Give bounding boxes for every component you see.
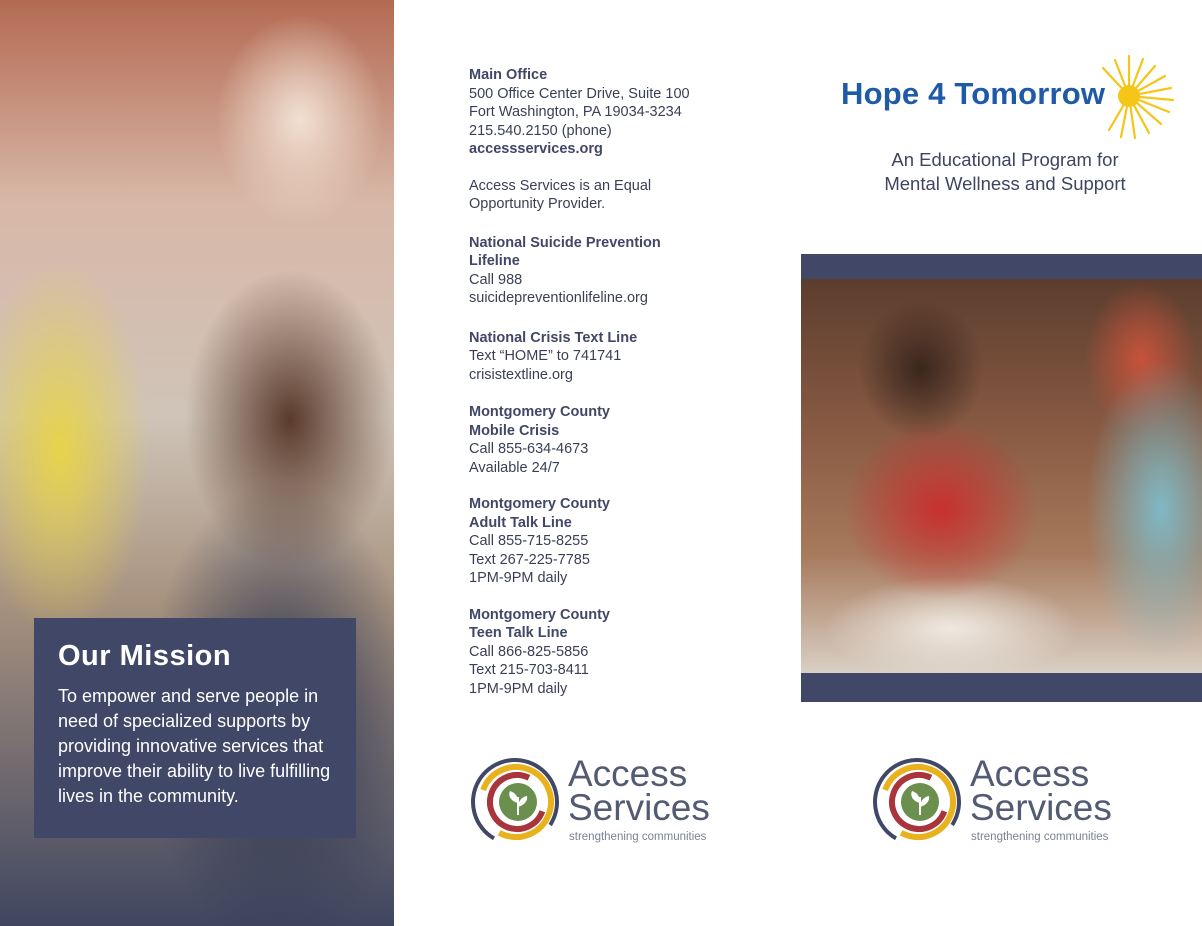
access-services-logo	[470, 753, 740, 849]
logo-tagline: strengthening communities	[569, 831, 707, 843]
teen-talk-block	[469, 606, 769, 699]
tagline-line: An Educational Program for	[891, 149, 1119, 170]
lifeline-url[interactable]: suicidepreventionlifeline.org	[469, 290, 648, 306]
teen-talk-text: Text 215-703-8411	[469, 662, 589, 678]
logo-tagline: strengthening communities	[971, 831, 1109, 843]
mission-title: Our Mission	[58, 640, 232, 672]
access-services-logo	[872, 753, 1142, 849]
adult-talk-text: Text 267-225-7785	[469, 551, 590, 568]
mobile-crisis-heading: Montgomery County	[469, 404, 610, 420]
website-link[interactable]: accessservices.org	[469, 141, 603, 157]
main-office-heading: Main Office	[469, 67, 548, 83]
teen-talk-heading: Montgomery County	[469, 606, 610, 623]
access-services-emblem-icon	[872, 757, 962, 847]
adult-talk-call: Call 855-715-8255	[469, 533, 589, 549]
equal-opportunity-line: Opportunity Provider.	[469, 196, 606, 212]
teen-talk-hours: 1PM-9PM daily	[469, 680, 568, 697]
teen-talk-heading: Teen Talk Line	[469, 625, 568, 641]
adult-talk-block	[469, 495, 769, 588]
crisis-text-block	[469, 329, 769, 385]
lifeline-block	[469, 234, 769, 308]
mobile-crisis-heading: Mobile Crisis	[469, 422, 560, 439]
lifeline-heading: National Suicide Prevention	[469, 234, 661, 251]
office-line: Fort Washington, PA 19034-3234	[469, 104, 682, 120]
logo-word-access: Access	[970, 753, 1090, 794]
adult-talk-hours: 1PM-9PM daily	[469, 570, 568, 586]
equal-opportunity-line: Access Services is an Equal	[469, 177, 652, 194]
logo-word-services: Services	[970, 787, 1112, 828]
sun-icon	[1093, 52, 1177, 140]
mission-box	[34, 618, 356, 838]
mobile-crisis-block	[469, 403, 769, 477]
adult-talk-heading: Adult Talk Line	[469, 514, 572, 531]
lifeline-call: Call 988	[469, 271, 523, 288]
mobile-crisis-call: Call 855-634-4673	[469, 441, 589, 457]
tagline-line: Mental Wellness and Support	[884, 173, 1126, 194]
access-services-emblem-icon	[470, 757, 560, 847]
office-phone: 215.540.2150 (phone)	[469, 122, 612, 139]
crisis-text-heading: National Crisis Text Line	[469, 329, 638, 346]
adult-talk-heading: Montgomery County	[469, 496, 610, 512]
crisis-text-line: Text “HOME” to 741741	[469, 348, 622, 364]
lifeline-heading: Lifeline	[469, 253, 520, 269]
program-title: Hope 4 Tomorrow	[841, 76, 1106, 111]
students-photo-frame	[801, 254, 1202, 702]
teen-talk-call: Call 866-825-5856	[469, 643, 589, 660]
program-tagline	[850, 148, 1160, 196]
equal-opportunity	[469, 177, 769, 214]
contact-column	[469, 66, 769, 716]
mission-text: To empower and serve people in need of specialized supports by providing innovative services that improve their ability to live fulfilling lives in the community.	[58, 686, 331, 806]
mobile-crisis-availability: Available 24/7	[469, 459, 560, 476]
main-office-block	[469, 66, 769, 159]
crisis-text-url[interactable]: crisistextline.org	[469, 366, 573, 383]
hero-photo	[0, 0, 394, 926]
logo-word-access: Access	[568, 753, 688, 794]
logo-word-services: Services	[568, 787, 710, 828]
office-line: 500 Office Center Drive, Suite 100	[469, 85, 690, 102]
students-photo	[801, 279, 1202, 673]
